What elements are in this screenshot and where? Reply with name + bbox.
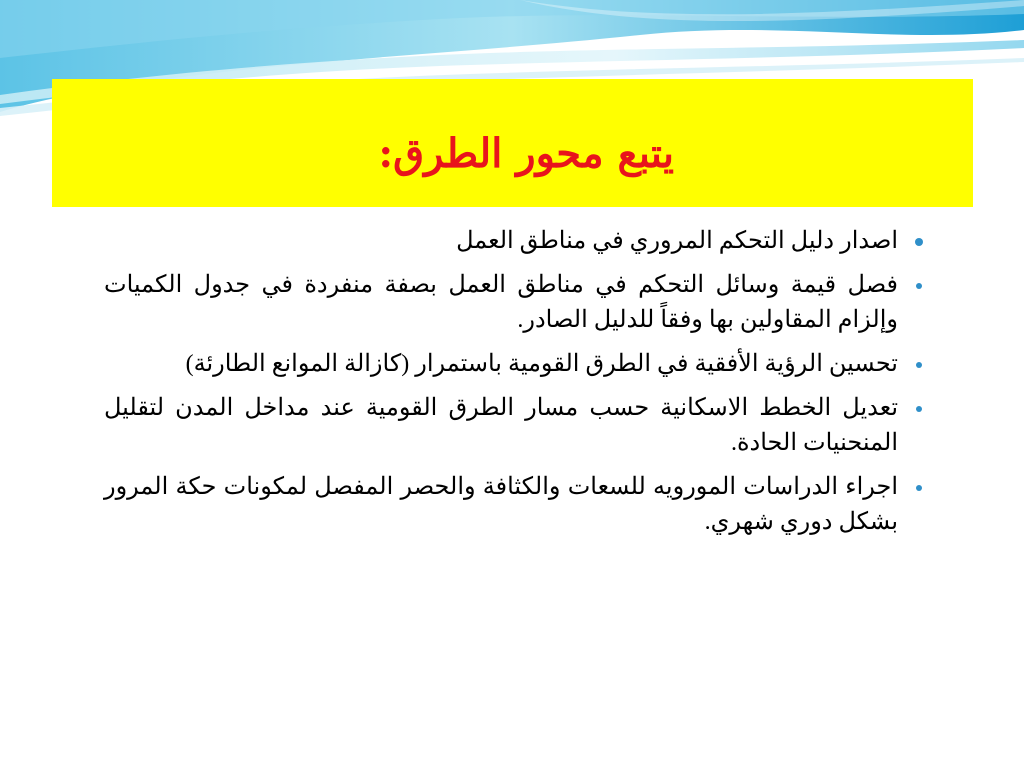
bullet-icon bbox=[916, 362, 922, 368]
bullet-text: تحسين الرؤية الأفقية في الطرق القومية باستمرار (كازالة الموانع الطارئة) bbox=[185, 351, 898, 377]
bullet-icon bbox=[916, 283, 922, 289]
bullet-text: اجراء الدراسات المورويه للسعات والكثافة والحصر المفصل لمكونات حكة المرور بشكل دوري شهري. bbox=[104, 474, 898, 535]
bullet-icon bbox=[916, 406, 922, 412]
bullet-icon bbox=[915, 238, 923, 246]
list-item bbox=[104, 224, 924, 259]
list-item bbox=[104, 391, 924, 461]
bullet-text: تعديل الخطط الاسكانية حسب مسار الطرق القومية عند مداخل المدن لتقليل المنحنيات الحادة. bbox=[104, 395, 898, 456]
bullet-text: فصل قيمة وسائل التحكم في مناطق العمل بصفة منفردة في جدول الكميات وإلزام المقاولين بها وفقاً للدليل الصادر. bbox=[104, 272, 898, 333]
bullet-icon bbox=[916, 485, 922, 491]
list-item bbox=[104, 347, 924, 382]
slide-title: يتبع محور الطرق: bbox=[378, 130, 674, 177]
slide-content bbox=[104, 224, 924, 549]
bullet-list bbox=[104, 224, 924, 540]
list-item bbox=[104, 268, 924, 338]
bullet-text: اصدار دليل التحكم المروري في مناطق العمل bbox=[456, 228, 898, 254]
list-item bbox=[104, 470, 924, 540]
